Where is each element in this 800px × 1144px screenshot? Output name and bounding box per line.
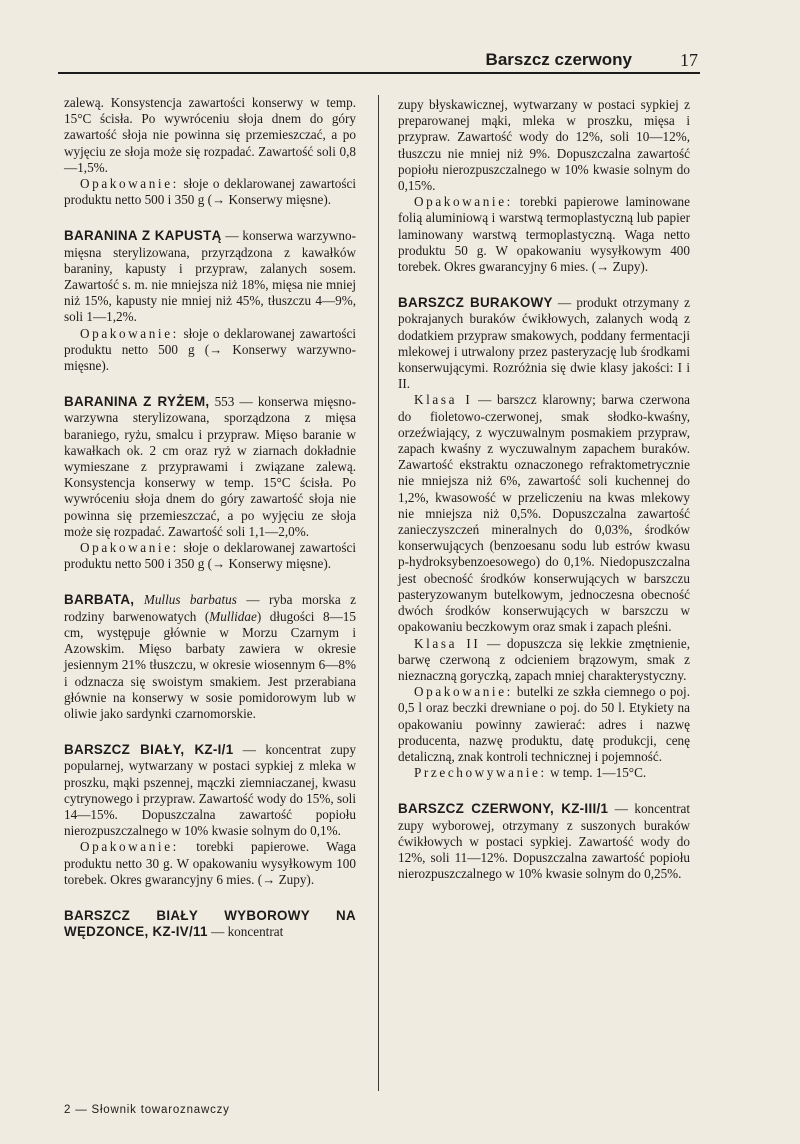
packaging-text: butelki ze szkła ciemnego o poj. 0,5 l oraz beczki drewniane o poj. do 50 l. Etykiety na opakowaniu powinny zawierać: adres i nazwę producenta, nazwę produktu, datę produkcji, cenę detaliczną, znak kontroli technicznej i pojemność. bbox=[398, 684, 691, 764]
entry-body: zupy błyskawicznej, wytwarzany w postaci sypkiej z preparowanej mąki, mleka w proszku, mięsa i przypraw. Zawartość wody do 12%, soli 10—12%, tłuszczu nie mniej niż 9%. Dopuszczalna zawartość popiołu nierozpuszczalnego w 10% kwasie solnym do 0,15%. bbox=[398, 97, 690, 194]
entry-body: — koncentrat bbox=[211, 924, 284, 940]
entry-body: 553 — konserwa mięsno-warzywna sterylizowana, sporządzona z mięsa baraniego, ryżu, smalcu i przypraw. Mięso baranie w kawałkach ok. 2 cm oraz ryż w ziarnach dokładnie wymieszane z przyprawami i związane zalewą. Konsystencja konserwy w temp. 15°C ścisła. Po wywróceniu słoja dnem do góry zawartość słoja nie powinna się przemieszczać, a po wyjęciu ze słoja może się rozpadać. Zawartość soli 1,1—2,0%. bbox=[64, 394, 356, 539]
packaging-paragraph bbox=[398, 684, 690, 765]
packaging-label: Opakowanie: bbox=[414, 194, 513, 210]
packaging-text: torebki papierowe. Waga produktu netto 30 g. W opakowaniu wysyłkowym 100 torebek. Okres gwarancyjny 6 mies. (→ Zupy). bbox=[64, 839, 357, 887]
class-one-paragraph bbox=[398, 392, 690, 635]
entry-headword: BARBATA, bbox=[64, 592, 135, 608]
packaging-label: Opakowanie: bbox=[80, 325, 179, 341]
right-column bbox=[398, 97, 690, 902]
packaging-text: słoje o deklarowanej zawartości produktu netto 500 i 350 g (→ Konserwy mięsne). bbox=[64, 540, 356, 572]
packaging-label: Opakowanie: bbox=[80, 540, 179, 556]
entry-headword: BARSZCZ CZERWONY, KZ-III/1 bbox=[398, 801, 609, 817]
entry-body: — koncentrat zupy wyborowej, otrzymany z suszonych buraków ćwikłowych w postaci sypkiej. Zawartość wody do 12%, soli 11—12%. Dopuszczalna zawartość popiołu nierozpuszczalnego w 10% kwasie solnym do 0,25%. bbox=[398, 801, 691, 882]
class-one-label: Klasa I bbox=[414, 392, 473, 408]
latin-name: Mullus barbatus bbox=[143, 592, 237, 608]
entry-barbata bbox=[64, 592, 356, 722]
entry-continuation bbox=[64, 95, 356, 208]
entry-barszcz-burakowy bbox=[398, 295, 690, 781]
packaging-paragraph bbox=[64, 176, 356, 208]
column-divider bbox=[378, 95, 379, 1091]
entry-barszcz-bialy bbox=[64, 742, 356, 888]
class-two-paragraph bbox=[398, 636, 690, 685]
entry-headword: BARSZCZ BIAŁY WYBOROWY NA WĘDZONCE, KZ-IV/11 bbox=[64, 907, 356, 940]
storage-paragraph bbox=[398, 765, 690, 781]
header-rule bbox=[58, 72, 700, 74]
entry-barszcz-czerwony bbox=[398, 801, 690, 882]
page-header bbox=[58, 46, 700, 76]
entry-body: — ryba morska z rodziny barwenowatych ( bbox=[64, 592, 357, 624]
page-number: 17 bbox=[680, 50, 698, 70]
entry-body: zalewą. Konsystencja zawartości konserwy w temp. 15°C ścisła. Po wywróceniu słoja dnem do góry zawartość słoja nie powinna się przemieszczać, a po wyjęciu ze słoja może się rozpadać. Zawartość soli 0,8—1,5%. bbox=[64, 95, 356, 175]
entry-headword: BARANINA Z KAPUSTĄ bbox=[64, 228, 222, 244]
entry-barszcz-bialy-wyborowy bbox=[64, 908, 356, 940]
entry-body: — koncentrat zupy popularnej, wytwarzany w postaci sypkiej z mleka w proszku, mąki pszennej, mączki ziemniaczanej, kwasu cytrynowego i przypraw. Zawartość wody do 15%, soli 14—15%. Dopuszczalna zawartość popiołu nierozpuszczalnego w 10% kwasie solnym do 0,1%. bbox=[64, 742, 356, 839]
packaging-paragraph bbox=[64, 839, 356, 888]
page-footer: 2 — Słownik towaroznawczy bbox=[64, 1104, 230, 1116]
class-one-text: — barszcz klarowny; barwa czerwona do fioletowo-czerwonej, smak słodko-kwaśny, orzeźwiający, z wyczuwalnym posmakiem przypraw, zapach kwaśny z wyczuwalnym zapachem buraków. Zawartość ekstraktu oznaczonego refraktometrycznie nie mniejsza niż 6%, zawartość soli kuchennej do 1,2%, kwasowość w przeliczeniu na kwas mlekowy nie mniejsza niż 0,5%. Dopuszczalna zawartość zanieczyszczeń mineralnych do 0,03%, środków konserwujących (benzoesanu sodu lub estrów kwasu p-hydroksybenzoesowego) do 0,1%. Niedopuszczalna jest obecność środków konserwujących w barszczu pasteryzowanym butelkowym, jednoczesna obecność dwóch środków konserwujących w barszczu w opakowaniu beczkowym oraz smak i zapach pleśni. bbox=[398, 392, 691, 635]
class-two-label: Klasa II bbox=[414, 635, 481, 651]
class-two-text: — dopuszcza się lekkie zmętnienie, barwę czerwoną z odcieniem brązowym, smak z nieznaczną goryczką, zapach mniej charakterystyczny. bbox=[398, 635, 691, 683]
entry-headword: BARSZCZ BIAŁY, KZ-I/1 bbox=[64, 742, 234, 758]
left-column bbox=[64, 95, 356, 960]
packaging-paragraph bbox=[398, 194, 690, 275]
latin-family: Mullidae bbox=[209, 608, 257, 624]
entry-headword: BARSZCZ BURAKOWY bbox=[398, 295, 553, 311]
running-head-title: Barszcz czerwony bbox=[485, 50, 632, 69]
entry-body-cont: ) długości 8—15 cm, występuje głównie w Morzu Czarnym i Azowskim. Mięso barbaty zawiera w okresie jesiennym 21% tłuszczu, w okresie wiosennym 6—8% i odznacza się swoistym smakiem. Jest przerabiana głównie na konserwy w sosie pomidorowym lub w oliwie jako sardynki czarnomorskie. bbox=[64, 608, 356, 721]
entry-body: — konserwa warzywno-mięsna sterylizowana, przyrządzona z kawałków baraniny, kapusty i przypraw, zalanych sosem. Zawartość s. m. nie mniejsza niż 18%, mięsa nie mniej niż 15%, kapusty nie mniej niż 45%, tłuszczu 4—9%, soli 1—1,2%. bbox=[64, 228, 356, 325]
packaging-text: słoje o deklarowanej zawartości produktu netto 500 i 350 g (→ Konserwy mięsne). bbox=[64, 176, 356, 208]
entry-body: — produkt otrzymany z pokrajanych buraków ćwikłowych, zalanych wodą z dodatkiem przypraw smakowych, poddany fermentacji mlekowej i utrwalony przez pasteryzację lub środkami konserwującymi. Rozróżnia się dwie klasy jakości: I i II. bbox=[398, 295, 690, 392]
entry-baranina-z-kapusta bbox=[64, 228, 356, 374]
packaging-label: Opakowanie: bbox=[80, 839, 179, 855]
entry-baranina-z-ryzem bbox=[64, 394, 356, 572]
storage-label: Przechowywanie: bbox=[414, 765, 547, 781]
entry-headword: BARANINA Z RYŻEM, bbox=[64, 394, 210, 410]
packaging-paragraph bbox=[64, 540, 356, 572]
packaging-paragraph bbox=[64, 326, 356, 375]
packaging-text: torebki papierowe laminowane folią aluminiową i warstwą termoplastyczną lub papier laminowany warstwą termoplastyczną. Waga netto produktu 50 g. W opakowaniu wysyłkowym 400 torebek. Okres gwarancyjny 6 mies. (→ Zupy). bbox=[398, 194, 690, 275]
entry-continuation bbox=[398, 97, 690, 275]
packaging-text: słoje o deklarowanej zawartości produktu netto 500 g (→ Konserwy warzywno-mięsne). bbox=[64, 325, 356, 374]
packaging-label: Opakowanie: bbox=[80, 176, 179, 192]
storage-text: w temp. 1—15°C. bbox=[550, 765, 647, 781]
packaging-label: Opakowanie: bbox=[414, 684, 513, 700]
